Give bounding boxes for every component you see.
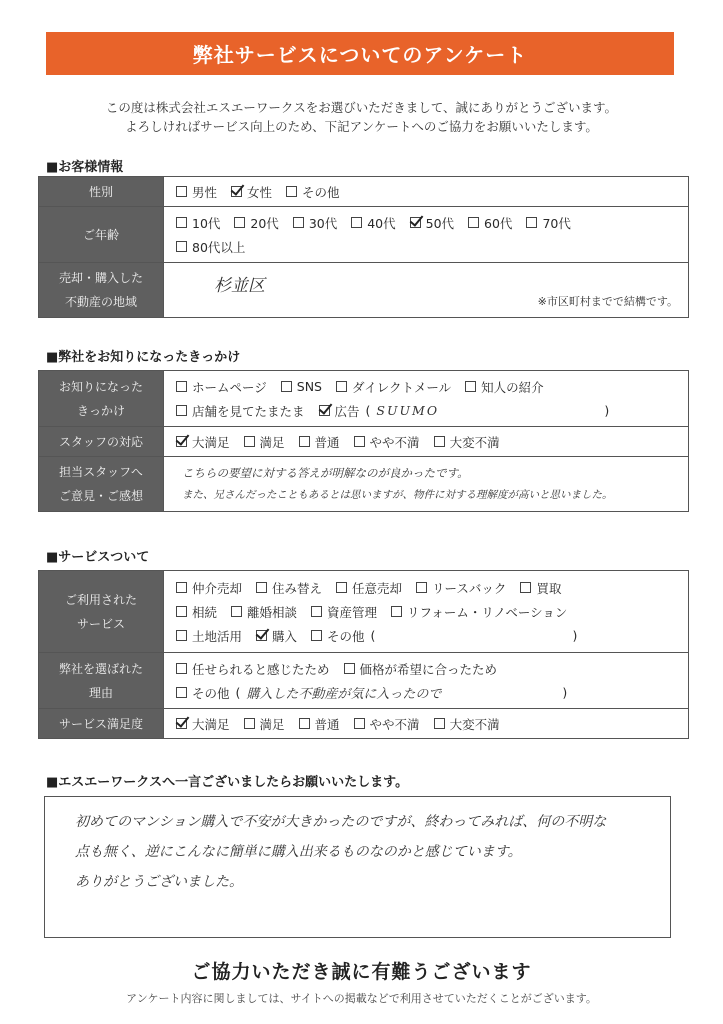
age-options — [164, 207, 689, 263]
checkbox[interactable] — [176, 582, 187, 593]
checkbox-checked[interactable] — [319, 405, 330, 416]
satisfaction-option-slightly-unsatisfied[interactable]: やや不満 — [354, 715, 420, 733]
checkbox[interactable] — [176, 241, 187, 252]
comment-line-2: 点も無く、逆にこんなに簡単に購入出来るものなのかと感じています。 — [75, 844, 522, 860]
trigger-option-ad[interactable]: 広告 — [319, 402, 360, 420]
checkbox[interactable] — [176, 186, 187, 197]
service-option-relocation[interactable]: 住み替え — [256, 579, 322, 597]
service-option-divorce[interactable]: 離婚相談 — [231, 603, 297, 621]
checkbox[interactable] — [293, 217, 304, 228]
reason-option-other[interactable]: その他 — [176, 684, 230, 702]
staff-option-neutral[interactable]: 普通 — [299, 433, 340, 451]
checkbox[interactable] — [520, 582, 531, 593]
opinion-answer-cell[interactable] — [164, 457, 689, 512]
checkbox[interactable] — [351, 217, 362, 228]
comment-box[interactable] — [44, 796, 671, 938]
trigger-option-homepage[interactable]: ホームページ — [176, 378, 267, 396]
checkbox[interactable] — [391, 606, 402, 617]
age-option-80plus[interactable]: 80代以上 — [176, 238, 245, 256]
service-option-purchase-buyback[interactable]: 買取 — [520, 579, 561, 597]
reason-options — [164, 653, 689, 709]
checkbox[interactable] — [336, 582, 347, 593]
age-option-20s[interactable]: 20代 — [234, 214, 278, 232]
intro-line-1: この度は株式会社エスエーワークスをお選びいただきまして、誠にありがとうございます。 — [105, 100, 618, 115]
service-option-inheritance[interactable]: 相続 — [176, 603, 217, 621]
checkbox[interactable] — [465, 381, 476, 392]
staff-option-satisfied[interactable]: 満足 — [244, 433, 285, 451]
section-trigger-title: ■弊社をお知りになったきっかけ — [46, 350, 241, 365]
comment-line-1: 初めてのマンション購入で不安が大きかったのですが、終わってみれば、何の不明な — [75, 814, 607, 830]
service-option-other[interactable]: その他 — [311, 627, 365, 645]
section-service-title: ■サービスついて — [46, 550, 150, 565]
location-note: ※市区町村までで結構です。 — [537, 295, 678, 308]
checkbox[interactable] — [176, 630, 187, 641]
age-label: ご年齢 — [39, 207, 164, 263]
checkbox[interactable] — [468, 217, 479, 228]
trigger-option-direct-mail[interactable]: ダイレクトメール — [336, 378, 451, 396]
checkbox-checked[interactable] — [256, 630, 267, 641]
staff-option-very-satisfied[interactable]: 大満足 — [176, 433, 230, 451]
satisfaction-options — [164, 709, 689, 739]
service-table — [38, 570, 689, 739]
intro-line-2: よろしければサービス向上のため、下記アンケートへのご協力をお願いいたします。 — [125, 119, 598, 134]
gender-label: 性別 — [39, 177, 164, 207]
checkbox[interactable] — [344, 663, 355, 674]
satisfaction-option-very-unsatisfied[interactable]: 大変不満 — [434, 715, 500, 733]
satisfaction-option-very-satisfied[interactable]: 大満足 — [176, 715, 230, 733]
checkbox[interactable] — [176, 217, 187, 228]
gender-option-other[interactable]: その他 — [286, 183, 340, 201]
age-option-10s[interactable]: 10代 — [176, 214, 220, 232]
comment-line-3: ありがとうございました。 — [75, 874, 243, 890]
services-options — [164, 571, 689, 653]
paren-close: ) — [572, 628, 578, 643]
paren-close: ) — [562, 685, 568, 700]
service-option-leaseback[interactable]: リースバック — [416, 579, 506, 597]
checkbox[interactable] — [244, 436, 255, 447]
service-option-purchase[interactable]: 購入 — [256, 627, 297, 645]
location-answer: 杉並区 — [214, 276, 265, 296]
opinion-answer: こちらの要望に対する答えが明解なのが良かったです。 また、兄さんだったこともあるとは思いますが、物件に対する理解度が高いと思いました。 — [182, 466, 613, 501]
location-answer-cell[interactable] — [164, 263, 689, 318]
checkbox[interactable] — [299, 718, 310, 729]
checkbox[interactable] — [176, 663, 187, 674]
intro-text — [0, 98, 723, 136]
checkbox[interactable] — [176, 606, 187, 617]
paren-close: ) — [604, 403, 610, 418]
checkbox[interactable] — [434, 436, 445, 447]
age-option-40s[interactable]: 40代 — [351, 214, 395, 232]
checkbox[interactable] — [176, 687, 187, 698]
staff-option-very-unsatisfied[interactable]: 大変不満 — [434, 433, 500, 451]
checkbox-checked[interactable] — [176, 436, 187, 447]
opinion-label: 担当スタッフへ ご意見・ご感想 — [39, 457, 164, 512]
satisfaction-option-neutral[interactable]: 普通 — [299, 715, 340, 733]
paren-open: ( — [370, 628, 376, 643]
checkbox[interactable] — [416, 582, 427, 593]
reason-other-answer: 購入した不動産が気に入ったので — [246, 687, 442, 702]
checkbox[interactable] — [311, 606, 322, 617]
checkbox[interactable] — [299, 436, 310, 447]
ad-answer: SUUMO — [376, 403, 440, 418]
staff-label: スタッフの対応 — [39, 427, 164, 457]
checkbox[interactable] — [256, 582, 267, 593]
checkbox-checked[interactable] — [176, 718, 187, 729]
gender-options — [164, 177, 689, 207]
age-option-60s[interactable]: 60代 — [468, 214, 512, 232]
gender-option-female[interactable]: 女性 — [231, 183, 272, 201]
satisfaction-option-satisfied[interactable]: 満足 — [244, 715, 285, 733]
closing-thanks: ご協力いただき誠に有難うございます — [191, 961, 532, 983]
gender-option-male[interactable]: 男性 — [176, 183, 217, 201]
checkbox[interactable] — [286, 186, 297, 197]
checkbox[interactable] — [234, 217, 245, 228]
age-option-70s[interactable]: 70代 — [526, 214, 570, 232]
checkbox[interactable] — [311, 630, 322, 641]
trigger-option-referral[interactable]: 知人の紹介 — [465, 378, 544, 396]
service-option-voluntary-sale[interactable]: 任意売却 — [336, 579, 402, 597]
trigger-label: お知りになった きっかけ — [39, 371, 164, 427]
service-option-renovation[interactable]: リフォーム・リノベーション — [391, 603, 567, 621]
staff-option-slightly-unsatisfied[interactable]: やや不満 — [354, 433, 420, 451]
checkbox[interactable] — [176, 405, 187, 416]
reason-option-price[interactable]: 価格が希望に合ったため — [344, 660, 498, 678]
paren-open: ( — [235, 685, 241, 700]
reason-label: 弊社を選ばれた 理由 — [39, 653, 164, 709]
services-label: ご利用された サービス — [39, 571, 164, 653]
customer-info-table — [38, 176, 689, 318]
service-option-asset-management[interactable]: 資産管理 — [311, 603, 377, 621]
checkbox[interactable] — [244, 718, 255, 729]
footer-note: アンケート内容に関しましては、サイトへの掲載などで利用させていただくことがございます。 — [126, 992, 597, 1005]
checkbox-checked[interactable] — [231, 186, 242, 197]
checkbox-checked[interactable] — [410, 217, 421, 228]
section-comment-title: ■エスエーワークスへ一言ございましたらお願いいたします。 — [46, 775, 409, 790]
survey-title-banner: 弊社サービスについてのアンケート — [46, 32, 674, 75]
checkbox[interactable] — [176, 381, 187, 392]
satisfaction-label: サービス満足度 — [39, 709, 164, 739]
checkbox[interactable] — [281, 381, 292, 392]
section-customer-info-title: ■お客様情報 — [46, 160, 124, 175]
checkbox[interactable] — [336, 381, 347, 392]
trigger-options — [164, 371, 689, 427]
checkbox[interactable] — [354, 718, 365, 729]
service-option-land-use[interactable]: 土地活用 — [176, 627, 242, 645]
age-option-50s[interactable]: 50代 — [410, 214, 454, 232]
trigger-option-store[interactable]: 店舗を見てたまたま — [176, 402, 305, 420]
checkbox[interactable] — [434, 718, 445, 729]
reason-option-trust[interactable]: 任せられると感じたため — [176, 660, 330, 678]
checkbox[interactable] — [526, 217, 537, 228]
trigger-option-sns[interactable]: SNS — [281, 379, 322, 394]
paren-open: ( — [365, 403, 371, 418]
age-option-30s[interactable]: 30代 — [293, 214, 337, 232]
checkbox[interactable] — [354, 436, 365, 447]
location-label: 売却・購入した 不動産の地域 — [39, 263, 164, 318]
staff-options — [164, 427, 689, 457]
trigger-table — [38, 370, 689, 512]
service-option-brokerage-sale[interactable]: 仲介売却 — [176, 579, 242, 597]
checkbox[interactable] — [231, 606, 242, 617]
